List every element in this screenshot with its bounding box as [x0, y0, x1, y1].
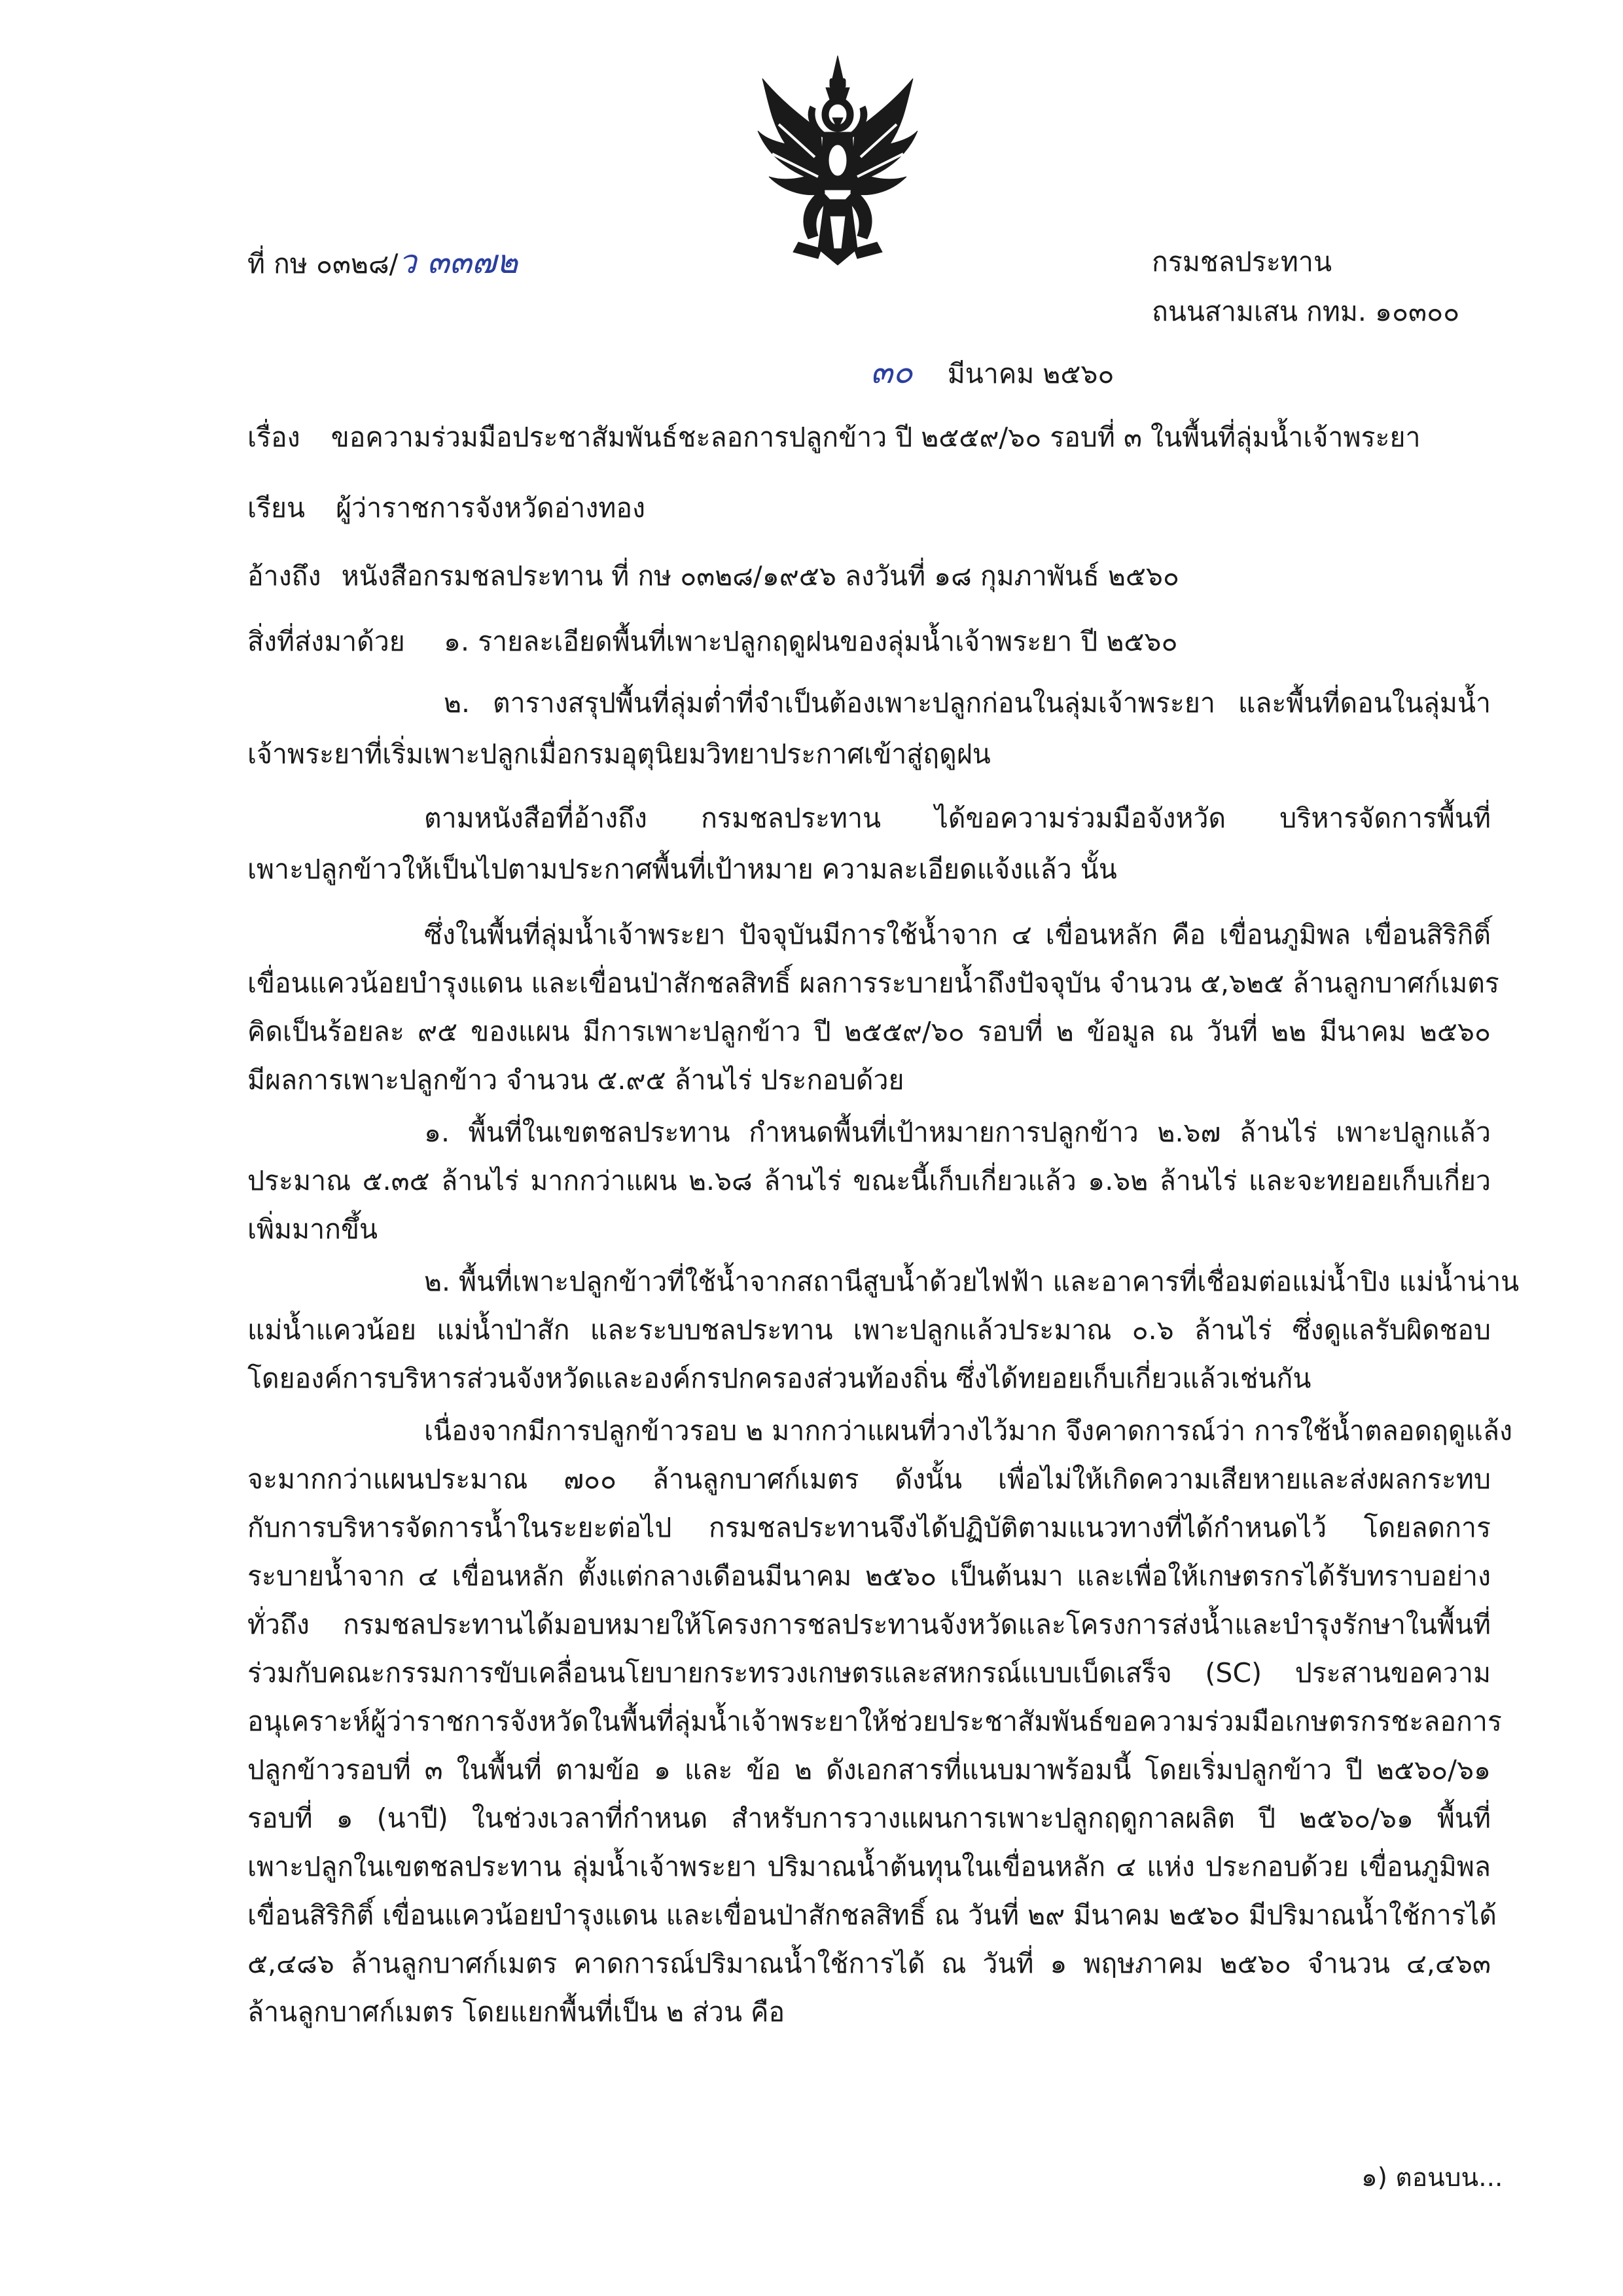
enclosures-label: สิ่งที่ส่งมาด้วย: [247, 626, 405, 657]
body-p4-line-2: แม่น้ำแควน้อย แม่น้ำป่าสัก และระบบชลประทาน เพาะปลูกแล้วประมาณ ๐.๖ ล้านไร่ ซึ่งดูแลรับผิดชอบ: [247, 1314, 1491, 1346]
body-p5-line-4: ระบายน้ำจาก ๔ เขื่อนหลัก ตั้งแต่กลางเดือนมีนาคม ๒๕๖๐ เป็นต้นมา และเพื่อให้เกษตรกรได้รับทราบอย่าง: [247, 1560, 1491, 1592]
ref-handwritten: ว ๓๓๗๒: [398, 243, 518, 281]
recipient-text: ผู้ว่าราชการจังหวัดอ่างทอง: [336, 492, 646, 524]
body-p5-line-11: เขื่อนสิริกิติ์ เขื่อนแควน้อยบำรุงแดน และเขื่อนป่าสักชลสิทธิ์ ณ วันที่ ๒๙ มีนาคม ๒๕๖๐ มีปริมาณน้ำใช้การได้: [247, 1899, 1497, 1931]
recipient-line: [247, 490, 645, 526]
body-p3-line-1: ๑. พื้นที่ในเขตชลประทาน กำหนดพื้นที่เป้าหมายการปลูกข้าว ๒.๖๗ ล้านไร่ เพาะปลูกแล้ว: [424, 1117, 1491, 1148]
body-p2-line-2: เขื่อนแควน้อยบำรุงแดน และเขื่อนป่าสักชลสิทธิ์ ผลการระบายน้ำถึงปัจจุบัน จำนวน ๕,๖๒๕ ล้านลูกบาศก์เมตร: [247, 967, 1499, 999]
body-p2-line-3: คิดเป็นร้อยละ ๙๕ ของแผน มีการเพาะปลูกข้าว ปี ๒๕๕๙/๖๐ รอบที่ ๒ ข้อมูล ณ วันที่ ๒๒ มีนาคม ๒๕๖๐: [247, 1016, 1491, 1047]
subject-line: [247, 419, 1421, 456]
body-p1-line-1: ตามหนังสือที่อ้างถึง กรมชลประทาน ได้ขอความร่วมมือจังหวัด บริหารจัดการพื้นที่: [424, 802, 1491, 834]
body-p3-line-3: เพิ่มมากขึ้น: [247, 1213, 378, 1245]
body-p4-line-1: ๒. พื้นที่เพาะปลูกข้าวที่ใช้น้ำจากสถานีสูบน้ำด้วยไฟฟ้า และอาคารที่เชื่อมต่อแม่น้ำปิง แม่น้ำน่าน: [424, 1266, 1520, 1297]
enclosure-item-2-line-1: ๒. ตารางสรุปพื้นที่ลุ่มต่ำที่จำเป็นต้องเพาะปลูกก่อนในลุ่มเจ้าพระยา และพื้นที่ดอนในลุ่มน้ำ: [444, 687, 1491, 719]
body-p2-line-1: ซึ่งในพื้นที่ลุ่มน้ำเจ้าพระยา ปัจจุบันมีการใช้น้ำจาก ๔ เขื่อนหลัก คือ เขื่อนภูมิพล เขื่อนสิริกิติ์: [424, 919, 1491, 950]
body-p5-line-8: ปลูกข้าวรอบที่ ๓ ในพื้นที่ ตามข้อ ๑ และ ข้อ ๒ ดังเอกสารที่แนบมาพร้อมนี้ โดยเริ่มปลูกข้าว ปี ๒๕๖๐/๖๑: [247, 1754, 1491, 1785]
page-continuation: ๑) ตอนบน...: [1361, 2163, 1503, 2193]
agency-name: กรมชลประทาน: [1152, 246, 1332, 278]
reference-line: [247, 558, 1179, 594]
body-p5-line-7: อนุเคราะห์ผู้ว่าราชการจังหวัดในพื้นที่ลุ่มน้ำเจ้าพระยาให้ช่วยประชาสัมพันธ์ขอความร่วมมือเกษตรกรชะลอการ: [247, 1706, 1502, 1737]
date-handwritten-day: ๓๐: [870, 353, 913, 391]
body-p5-line-3: กับการบริหารจัดการน้ำในระยะต่อไป กรมชลประทานจึงได้ปฏิบัติตามแนวทางที่ได้กำหนดไว้ โดยลดการ: [247, 1512, 1491, 1543]
document-ref: [247, 243, 518, 282]
date-printed: มีนาคม ๒๕๖๐: [947, 358, 1115, 389]
ref-printed: ที่ กษ ๐๓๒๘/: [247, 248, 399, 279]
subject-label: เรื่อง: [247, 422, 300, 453]
subject-text: ขอความร่วมมือประชาสัมพันธ์ชะลอการปลูกข้าว ปี ๒๕๕๙/๖๐ รอบที่ ๓ ในพื้นที่ลุ่มน้ำเจ้าพระยา: [330, 422, 1421, 453]
body-p5-line-12: ๕,๔๘๖ ล้านลูกบาศก์เมตร คาดการณ์ปริมาณน้ำใช้การได้ ณ วันที่ ๑ พฤษภาคม ๒๕๖๐ จำนวน ๔,๔๖๓: [247, 1948, 1491, 1979]
agency-address: ถนนสามเสน กทม. ๑๐๓๐๐: [1152, 296, 1460, 327]
enclosure-item-2-line-2: เจ้าพระยาที่เริ่มเพาะปลูกเมื่อกรมอุตุนิยมวิทยาประกาศเข้าสู่ฤดูฝน: [247, 738, 991, 770]
body-p3-line-2: ประมาณ ๕.๓๕ ล้านไร่ มากกว่าแผน ๒.๖๘ ล้านไร่ ขณะนี้เก็บเกี่ยวแล้ว ๑.๖๒ ล้านไร่ และจะทยอยเก็บเกี่ยว: [247, 1165, 1491, 1196]
reference-label: อ้างถึง: [247, 560, 321, 592]
body-p5-line-6: ร่วมกับคณะกรรมการขับเคลื่อนนโยบายกระทรวงเกษตรและสหกรณ์แบบเบ็ดเสร็จ (SC) ประสานขอความ: [247, 1657, 1491, 1689]
reference-text: หนังสือกรมชลประทาน ที่ กษ ๐๓๒๘/๑๙๕๖ ลงวันที่ ๑๘ กุมภาพันธ์ ๒๕๖๐: [341, 560, 1179, 592]
body-p1-line-2: เพาะปลูกข้าวให้เป็นไปตามประกาศพื้นที่เป้าหมาย ความละเอียดแจ้งแล้ว นั้น: [247, 853, 1117, 885]
enclosure-item-1: ๑. รายละเอียดพื้นที่เพาะปลูกฤดูฝนของลุ่มน้ำเจ้าพระยา ปี ๒๕๖๐: [444, 626, 1178, 657]
body-p5-line-9: รอบที่ ๑ (นาปี) ในช่วงเวลาที่กำหนด สำหรับการวางแผนการเพาะปลูกฤดูกาลผลิต ปี ๒๕๖๐/๖๑ พื้นที่: [247, 1803, 1491, 1834]
garuda-emblem-icon: [753, 52, 923, 268]
body-p5-line-13: ล้านลูกบาศก์เมตร โดยแยกพื้นที่เป็น ๒ ส่วน คือ: [247, 1996, 785, 2028]
body-p5-line-2: จะมากกว่าแผนประมาณ ๗๐๐ ล้านลูกบาศก์เมตร ดังนั้น เพื่อไม่ให้เกิดความเสียหายและส่งผลกระทบ: [247, 1463, 1491, 1495]
body-p2-line-4: มีผลการเพาะปลูกข้าว จำนวน ๕.๙๕ ล้านไร่ ประกอบด้วย: [247, 1064, 904, 1096]
body-p4-line-3: โดยองค์การบริหารส่วนจังหวัดและองค์กรปกครองส่วนท้องถิ่น ซึ่งได้ทยอยเก็บเกี่ยวแล้วเช่นกัน: [247, 1363, 1311, 1394]
body-p5-line-5: ทั่วถึง กรมชลประทานได้มอบหมายให้โครงการชลประทานจังหวัดและโครงการส่งน้ำและบำรุงรักษาในพื้นที่: [247, 1609, 1491, 1640]
recipient-label: เรียน: [247, 492, 306, 524]
body-p5-line-10: เพาะปลูกในเขตชลประทาน ลุ่มน้ำเจ้าพระยา ปริมาณน้ำต้นทุนในเขื่อนหลัก ๔ แห่ง ประกอบด้วย เขื่อนภูมิพล: [247, 1851, 1491, 1882]
letter-date: [870, 353, 1114, 392]
body-p5-line-1: เนื่องจากมีการปลูกข้าวรอบ ๒ มากกว่าแผนที่วางไว้มาก จึงคาดการณ์ว่า การใช้น้ำตลอดฤดูแล้ง: [424, 1415, 1513, 1446]
